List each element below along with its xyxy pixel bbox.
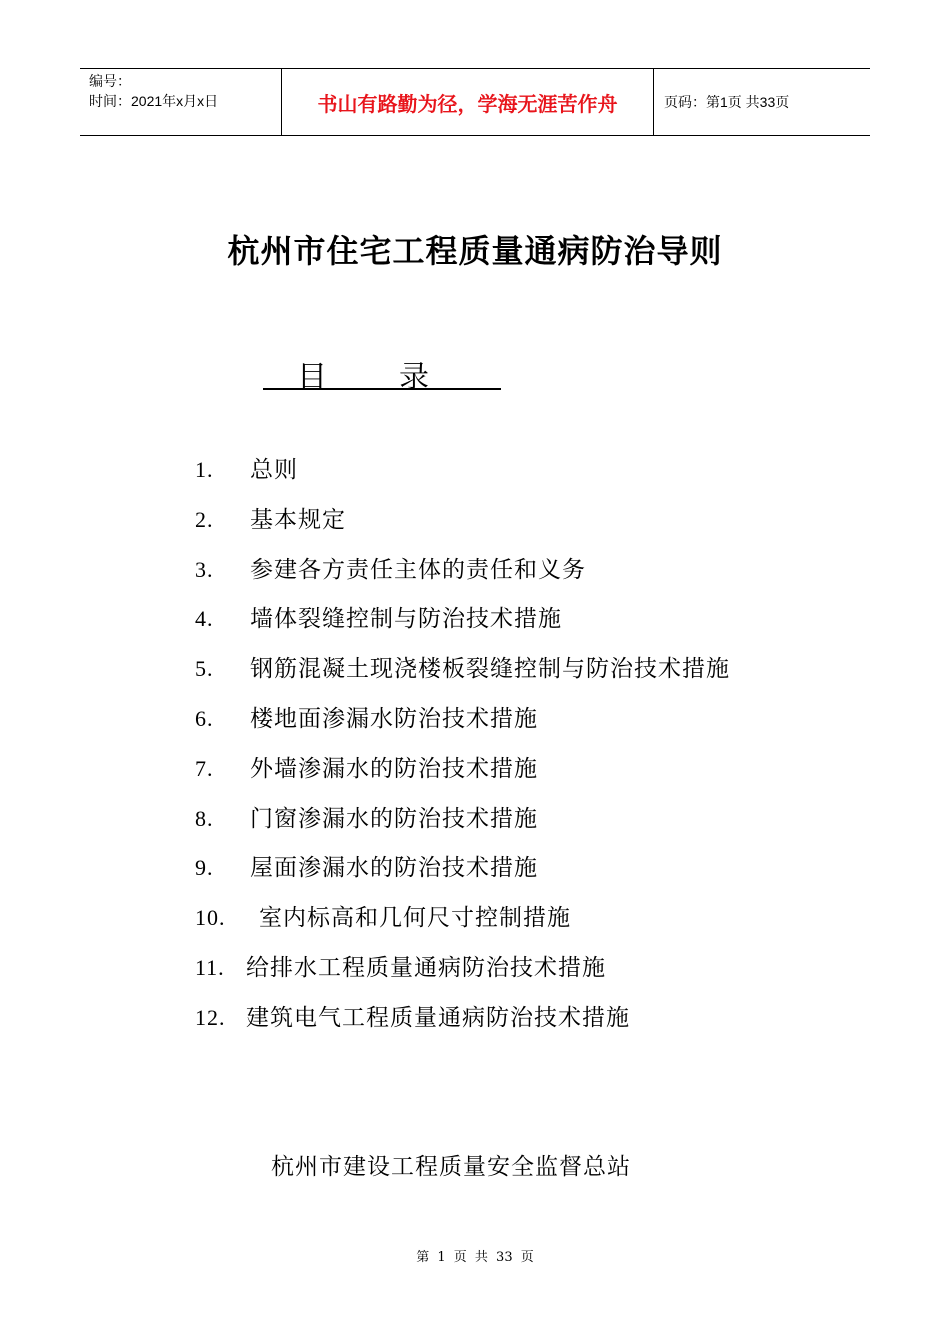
toc-heading-left: 目 <box>297 360 327 395</box>
toc-item <box>195 950 895 1000</box>
number-label: 编号： <box>89 73 131 89</box>
toc-item-text: 钢筋混凝土现浇楼板裂缝控制与防治技术措施 <box>250 656 730 683</box>
time-label: 时间：2021年x月x日 <box>89 93 219 109</box>
document-title: 杭州市住宅工程质量通病防治导则 <box>227 232 723 270</box>
toc-heading-right: 录 <box>399 360 429 395</box>
toc-item <box>195 651 895 701</box>
toc-item-number: 4. <box>195 606 214 632</box>
toc-item <box>195 1000 895 1050</box>
toc-item <box>195 900 895 950</box>
toc-item-number: 6. <box>195 705 214 731</box>
toc-item-number: 5. <box>195 656 214 682</box>
toc-item-number: 2. <box>195 506 214 532</box>
toc-item-number: 9. <box>195 855 214 881</box>
toc-item <box>195 701 895 751</box>
toc-item-text: 墙体裂缝控制与防治技术措施 <box>250 606 562 633</box>
toc-item-number: 10. <box>195 905 226 931</box>
toc-item-text: 外墙渗漏水的防治技术措施 <box>250 755 538 782</box>
toc-item-text: 给排水工程质量通病防治技术措施 <box>246 954 606 981</box>
toc-item-text: 基本规定 <box>250 506 346 533</box>
toc-item-text: 建筑电气工程质量通病防治技术措施 <box>246 1004 630 1031</box>
page-footer: 第 1 页 共 33 页 <box>416 1250 534 1265</box>
toc-item <box>195 552 895 602</box>
toc-item <box>195 502 895 552</box>
header-meta-cell <box>80 69 282 135</box>
toc-item <box>195 801 895 851</box>
toc-item <box>195 850 895 900</box>
toc-item <box>195 452 895 502</box>
toc-item-text: 参建各方责任主体的责任和义务 <box>250 556 586 583</box>
toc-item-text: 室内标高和几何尺寸控制措施 <box>259 905 571 932</box>
organization-name: 杭州市建设工程质量安全监督总站 <box>271 1154 631 1180</box>
toc-item-text: 屋面渗漏水的防治技术措施 <box>250 855 538 882</box>
toc-item-number: 11. <box>195 954 225 980</box>
toc-item-text: 楼地面渗漏水防治技术措施 <box>250 705 538 732</box>
toc-item-number: 1. <box>195 457 214 482</box>
toc-list <box>195 452 895 1050</box>
toc-item-number: 8. <box>195 805 214 831</box>
toc-heading <box>263 352 501 395</box>
toc-item-number: 12. <box>195 1004 226 1030</box>
toc-item-text: 门窗渗漏水的防治技术措施 <box>250 805 538 832</box>
toc-item-text: 总则 <box>250 457 298 483</box>
motto: 书山有路勤为径，学海无涯苦作舟 <box>282 69 654 135</box>
page-info: 页码：第1页 共33页 <box>664 94 790 110</box>
toc-item-number: 7. <box>195 755 214 781</box>
toc-item-number: 3. <box>195 556 214 582</box>
header-table <box>80 68 870 136</box>
toc-item <box>195 751 895 801</box>
toc-item <box>195 601 895 651</box>
